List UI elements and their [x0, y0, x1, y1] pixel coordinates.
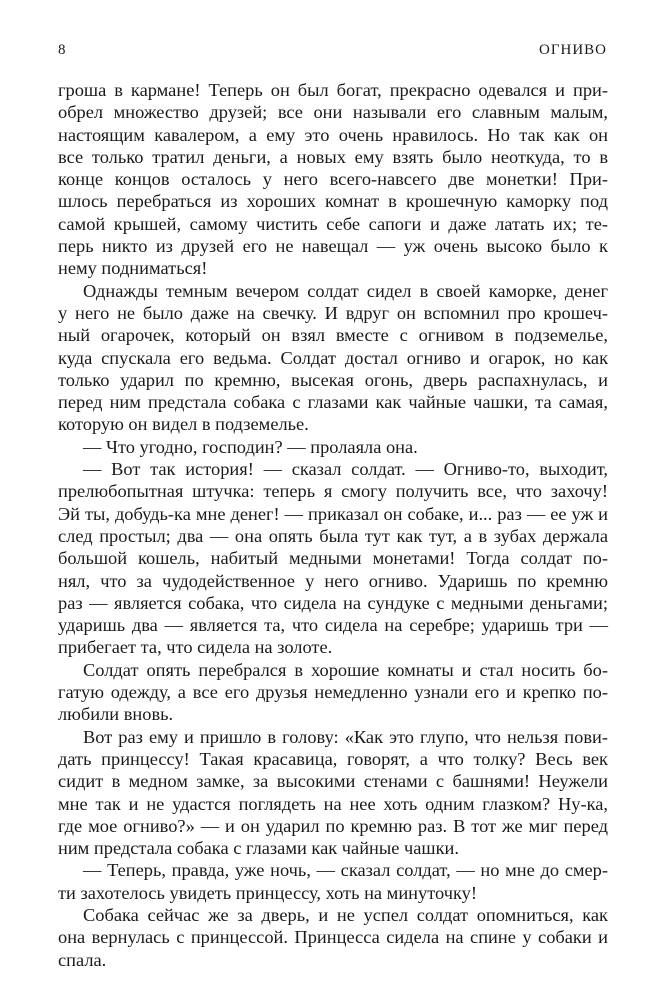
paragraph — [58, 436, 608, 458]
text-line: след простыл; два — она опять была тут как тут, а в зубах держала — [58, 525, 608, 546]
paragraph — [58, 859, 608, 904]
paragraph — [58, 904, 608, 971]
text-line: где мое огниво?» — и он ударил по кремню раз. В тот же миг перед — [58, 815, 608, 836]
text-line: — Теперь, правда, уже ночь, — сказал солдат, — но мне до смер- — [83, 860, 608, 881]
text-line: Собака сейчас же за дверь, и не успел солдат опомниться, как — [83, 904, 608, 925]
text-line: — Вот так история! — сказал солдат. — Огниво-то, выходит, — [83, 459, 608, 480]
text-line: сидит в медном замке, за высокими стенами с башнями! Неужели — [58, 771, 608, 792]
text-line: нему подниматься! — [58, 258, 208, 279]
text-line: перь никто из друзей его не навещал — уж очень высоко было к — [58, 236, 608, 257]
text-line: большой кошель, набитый медными монетами! Тогда солдат по- — [58, 548, 608, 569]
text-line: все только тратил деньги, а новых ему взять было неоткуда, то в — [58, 146, 608, 167]
text-line: Эй ты, добудь-ка мне денег! — приказал он собаке, и... раз — ее уж и — [58, 503, 608, 524]
text-line: настоящим кавалером, а ему это очень нравилось. Но так как он — [58, 124, 608, 145]
text-line: обрел множество друзей; все они называли его славным малым, — [58, 102, 608, 123]
text-line: она вернулась с принцессой. Принцесса сидела на спине у собаки и — [58, 927, 608, 948]
text-line: прибегает та, что сидела на золоте. — [58, 637, 333, 658]
text-line: спала. — [58, 949, 107, 970]
paragraph — [58, 659, 608, 726]
text-line: ти захотелось увидеть принцессу, хоть на минуточку! — [58, 882, 477, 903]
page-number: 8 — [58, 42, 66, 58]
text-line: шлось перебраться из хороших комнат в крошечную каморку под — [58, 191, 608, 212]
text-line: конце концов осталось у него всего-навсего две монетки! При- — [58, 169, 608, 190]
paragraph — [58, 79, 608, 280]
body-text — [58, 79, 608, 971]
text-line: — Что угодно, господин? — пролаяла она. — [83, 436, 418, 457]
text-line: ный огарочек, который он взял вместе с огнивом в подземелье, — [58, 325, 608, 346]
text-line: раз — является собака, что сидела на сундуке с медными деньгами; — [58, 592, 608, 613]
text-line: гроша в кармане! Теперь он был богат, прекрасно одевался и при- — [58, 80, 608, 100]
text-line: перед ним предстала собака с глазами как чайные чашки, та самая, — [58, 392, 608, 413]
text-line: только ударил по кремню, высекая огонь, дверь распахнулась, и — [58, 369, 608, 390]
paragraph — [58, 280, 608, 436]
paragraph — [58, 726, 608, 860]
text-line: ударишь два — является та, что сидела на серебре; ударишь три — — [58, 615, 608, 636]
paragraph — [58, 458, 608, 659]
text-line: гатую одежду, а все его друзья немедленно узнали его и крепко по- — [58, 682, 608, 703]
text-line: Однажды темным вечером солдат сидел в своей каморке, денег — [83, 280, 608, 301]
page-header — [58, 42, 607, 64]
text-line: куда спускала его ведьма. Солдат достал огниво и огарок, но как — [58, 347, 608, 368]
text-line: самой крышей, самому чистить себе сапоги и даже латать их; те- — [58, 213, 608, 234]
text-line: Солдат опять перебрался в хорошие комнаты и стал носить бо- — [83, 659, 608, 680]
text-line: Вот раз ему и пришло в голову: «Как это глупо, что нельзя пови- — [83, 726, 608, 747]
text-line: ним предстала собака с глазами как чайные чашки. — [58, 838, 459, 859]
text-line: у него не было даже на свечку. И вдруг он вспомнил про крошеч- — [58, 302, 608, 323]
text-line: прелюбопытная штучка: теперь я смогу получить все, что захочу! — [58, 481, 608, 502]
text-line: мне так и не удастся поглядеть на нее хоть одним глазком? Ну-ка, — [58, 793, 608, 814]
text-line: нял, что за чудодейственное у него огниво. Ударишь по кремню — [58, 570, 608, 591]
text-line: которую он видел в подземелье. — [58, 414, 309, 435]
text-line: дать принцессу! Такая красавица, говорят, а что толку? Весь век — [58, 748, 608, 769]
text-line: любили вновь. — [58, 704, 174, 725]
running-title: ОГНИВО — [538, 42, 607, 58]
